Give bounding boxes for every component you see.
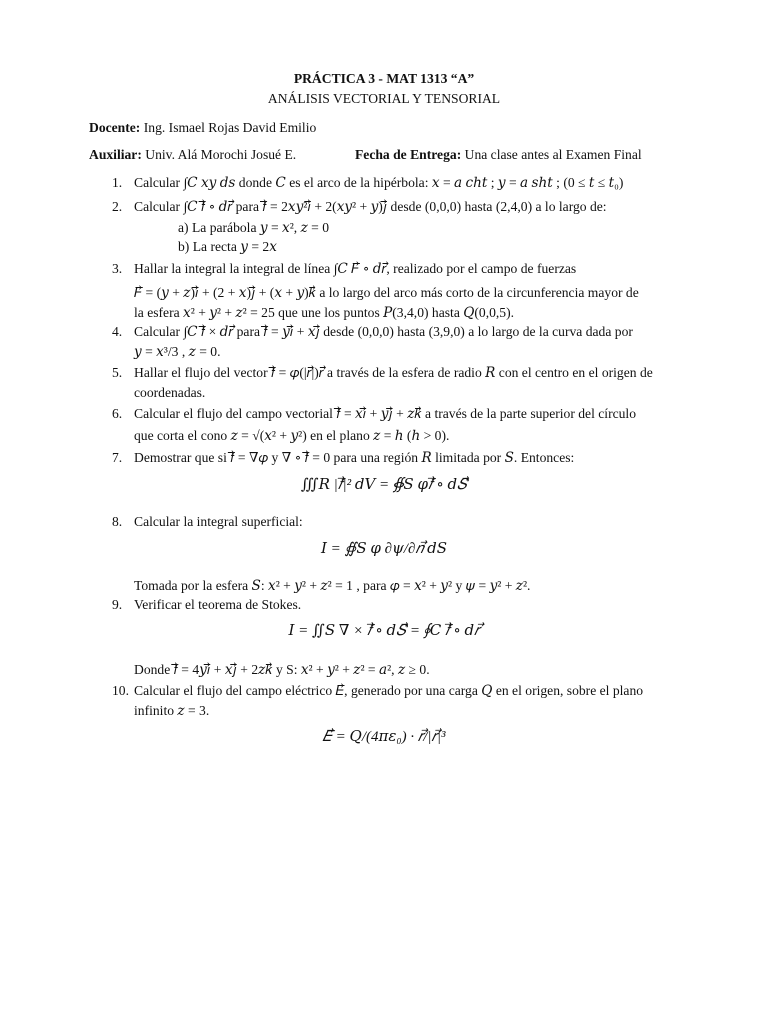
- question-7-equation: ∭𝑅 |𝑓⃗|² 𝑑𝑉 = ∯𝑆 𝜑𝑓⃗ ∘ 𝑑𝑆⃗: [300, 477, 468, 493]
- question-text: Hallar la integral la integral de línea ∫𝐶 𝐹⃗ ∘ 𝑑𝑟⃗, realizado por el campo de fuerzas: [134, 261, 577, 276]
- auxiliar-name: Univ. Alá Morochi Josué E.: [145, 147, 297, 162]
- question-number: 5.: [112, 365, 123, 380]
- question-number: 10.: [112, 683, 129, 698]
- question-number: 6.: [112, 406, 123, 421]
- question-text: Calcular el flujo del campo vectorial 𝑓⃗ = 𝑥𝑖⃗ + 𝑦𝑗⃗ + 𝑧𝑘⃗ a través de la parte superior del círculo: [134, 406, 637, 421]
- question-number: 9.: [112, 597, 123, 612]
- question-text: 𝑦 = 𝑥³/3 , 𝑧 = 0.: [134, 344, 221, 359]
- question-text: Verificar el teorema de Stokes.: [134, 597, 302, 612]
- page-subtitle: ANÁLISIS VECTORIAL Y TENSORIAL: [267, 91, 501, 106]
- question-9-equation: 𝐼 = ∬𝑆 ∇ × 𝑓⃗ ∘ 𝑑𝑆⃗ = ∮𝐶 𝑓⃗ ∘ 𝑑𝑟⃗: [288, 623, 480, 639]
- question-number: 4.: [112, 324, 123, 339]
- question-text: Tomada por la esfera 𝑆: 𝑥² + 𝑦² + 𝑧² = 1 , para 𝜑 = 𝑥² + 𝑦² y 𝜓 = 𝑦² + 𝑧².: [134, 578, 531, 593]
- question-number: 8.: [112, 514, 123, 529]
- question-text: Hallar el flujo del vector 𝑓⃗ = 𝜑(|𝑟⃗|)𝑟⃗ a través de la esfera de radio 𝑅 con el centro en el origen de: [134, 365, 653, 380]
- fecha-value: Una clase antes al Examen Final: [464, 147, 642, 162]
- question-2-item-b: b) La recta 𝑦 = 2𝑥: [178, 239, 277, 254]
- question-text: Calcular ∫𝐶 𝑓⃗ ∘ 𝑑𝑟⃗ para 𝑓⃗ = 2𝑥𝑦²𝑖⃗ + 2(𝑥𝑦² + 𝑦)𝑗⃗ desde (0,0,0) hasta (2,4,0) a lo largo de:: [134, 199, 607, 214]
- question-text: 𝐹⃗ = (𝑦 + 𝑧)𝑖⃗ + (2 + 𝑥)𝑗⃗ + (𝑥 + 𝑦)𝑘⃗ a lo largo del arco más corto de la circunferencia mayor de: [134, 285, 639, 300]
- question-text: Demostrar que si 𝑓⃗ = ∇𝜑 y ∇ ∘ 𝑓⃗ = 0 para una región 𝑅 limitada por 𝑆. Entonces:: [134, 450, 575, 465]
- question-10-equation: 𝐸⃗ = 𝑄/(4𝜋𝜀₀) · 𝑟⃗/|𝑟⃗|³: [322, 729, 446, 745]
- question-number: 7.: [112, 450, 123, 465]
- question-text: que corta el cono 𝑧 = √(𝑥² + 𝑦²) en el plano 𝑧 = ℎ (ℎ > 0).: [134, 428, 450, 443]
- fecha-line: [355, 147, 642, 164]
- question-text: infinito 𝑧 = 3.: [134, 703, 210, 718]
- question-8-equation: 𝐼 = ∯𝑆 𝜑 ∂𝜓/∂𝑛⃗ 𝑑𝑆: [320, 541, 448, 557]
- question-number: 3.: [112, 261, 123, 276]
- question-number: 1.: [112, 175, 123, 190]
- question-2-item-a: a) La parábola 𝑦 = 𝑥², 𝑧 = 0: [178, 220, 329, 235]
- question-text: Calcular el flujo del campo eléctrico 𝐸⃗, generado por una carga 𝑄 en el origen, sobre el plano: [134, 683, 644, 698]
- page-title: PRÁCTICA 3 - MAT 1313 “A”: [293, 71, 475, 86]
- auxiliar-label: Auxiliar:: [89, 147, 142, 162]
- question-text: Calcular ∫𝐶 𝑥𝑦 𝑑𝑠 donde 𝐶 es el arco de la hipérbola: 𝑥 = 𝑎 𝑐ℎ𝑡 ; 𝑦 = 𝑎 𝑠ℎ𝑡 ; (0 ≤ 𝑡 ≤ 𝑡₀): [134, 175, 624, 190]
- docente-line: [89, 120, 316, 137]
- fecha-label: Fecha de Entrega:: [355, 147, 462, 162]
- question-text: la esfera 𝑥² + 𝑦² + 𝑧² = 25 que une los puntos 𝑃(3,4,0) hasta 𝑄(0,0,5).: [134, 305, 515, 320]
- question-text: Calcular la integral superficial:: [134, 514, 303, 529]
- question-text: Donde 𝑓⃗ = 4𝑦𝑖⃗ + 𝑥𝑗⃗ + 2𝑧𝑘⃗ y S: 𝑥² + 𝑦² + 𝑧² = 𝑎², 𝑧 ≥ 0.: [134, 662, 430, 677]
- question-text: Calcular ∫𝐶 𝑓⃗ × 𝑑𝑟⃗ para 𝑓⃗ = 𝑦𝑖⃗ + 𝑥𝑗⃗ desde (0,0,0) hasta (3,9,0) a lo largo de la curva dada por: [134, 324, 633, 339]
- auxiliar-line: [89, 147, 296, 164]
- question-number: 2.: [112, 199, 123, 214]
- question-text: coordenadas.: [134, 385, 206, 400]
- docente-label: Docente:: [89, 120, 141, 135]
- docente-name: Ing. Ismael Rojas David Emilio: [143, 120, 317, 135]
